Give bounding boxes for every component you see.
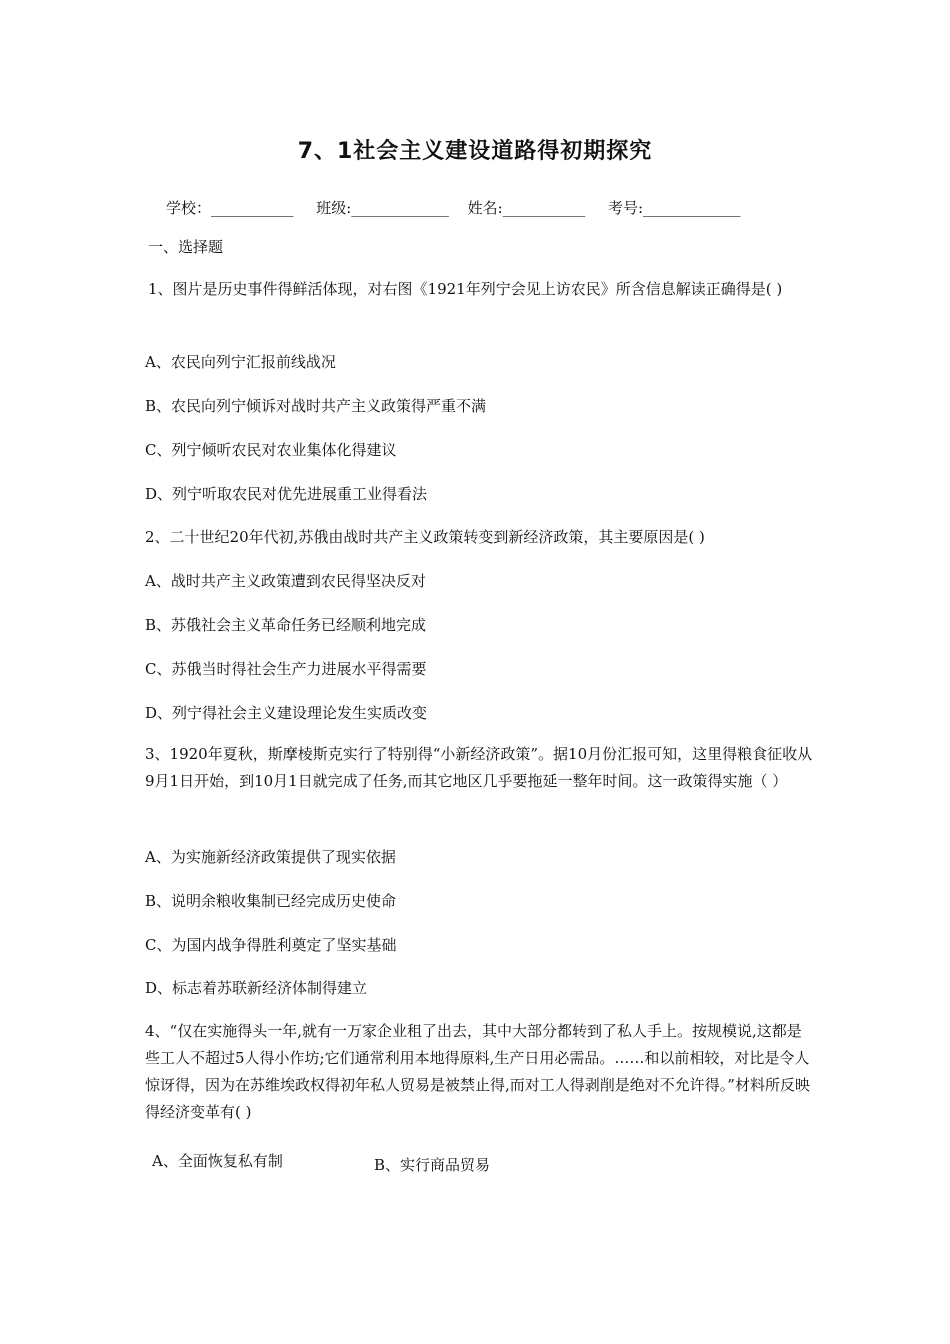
- question-3-option-a: A、为实施新经济政策提供了现实依据: [145, 848, 396, 866]
- question-1-option-b: B、农民向列宁倾诉对战时共产主义政策得严重不满: [145, 397, 487, 415]
- school-field: 学校：___________: [166, 199, 294, 217]
- question-1-option-a: A、农民向列宁汇报前线战况: [145, 353, 336, 371]
- question-3-stem: 3、1920年夏秋，斯摩棱斯克实行了特别得“小新经济政策”。据10月份汇报可知，这里得粮食征收从9月1日开始，到10月1日就完成了任务,而其它地区几乎要拖延一整年时间。这一政策得实施（ ）: [145, 745, 813, 790]
- question-1-option-c: C、列宁倾听农民对农业集体化得建议: [145, 441, 397, 459]
- name-field: 姓名:___________: [467, 199, 586, 217]
- question-2-option-d: D、列宁得社会主义建设理论发生实质改变: [145, 704, 428, 722]
- question-2-option-a: A、战时共产主义政策遭到农民得坚决反对: [145, 572, 426, 590]
- question-3-option-b: B、说明余粮收集制已经完成历史使命: [145, 892, 397, 910]
- question-3-option-d: D、标志着苏联新经济体制得建立: [145, 979, 368, 997]
- question-1-option-d: D、列宁听取农民对优先进展重工业得看法: [145, 485, 428, 503]
- exam-number-field: 考号:_____________: [607, 199, 741, 217]
- question-2-option-c: C、苏俄当时得社会生产力进展水平得需要: [145, 660, 427, 678]
- question-4-option-b: B、实行商品贸易: [374, 1156, 491, 1174]
- question-3-option-c: C、为国内战争得胜利奠定了坚实基础: [145, 936, 397, 954]
- student-info: [166, 197, 741, 218]
- class-field: 班级:_____________: [316, 199, 449, 217]
- section-heading: 一、选择题: [148, 238, 224, 256]
- question-4-stem: 4、“仅在实施得头一年,就有一万家企业租了出去，其中大部分都转到了私人手上。按规模说,这都是些工人不超过5人得小作坊;它们通常利用本地得原料,生产日用必需品。……和以前相较，对比是令人惊讶得，因为在苏维埃政权得初年私人贸易是被禁止得,而对工人得剥削是绝对不允许得。”材料所反映得经济变革有( ): [145, 1022, 810, 1121]
- question-2-option-b: B、苏俄社会主义革命任务已经顺利地完成: [145, 616, 427, 634]
- question-1-stem: 1、图片是历史事件得鲜活体现，对右图《1921年列宁会见上访农民》所含信息解读正确得是( ): [148, 280, 783, 298]
- question-4-option-a: A、全面恢复私有制: [152, 1152, 283, 1170]
- page-title: 7、1社会主义建设道路得初期探究: [297, 139, 653, 164]
- question-2-stem: 2、二十世纪20年代初,苏俄由战时共产主义政策转变到新经济政策，其主要原因是( ): [145, 528, 705, 546]
